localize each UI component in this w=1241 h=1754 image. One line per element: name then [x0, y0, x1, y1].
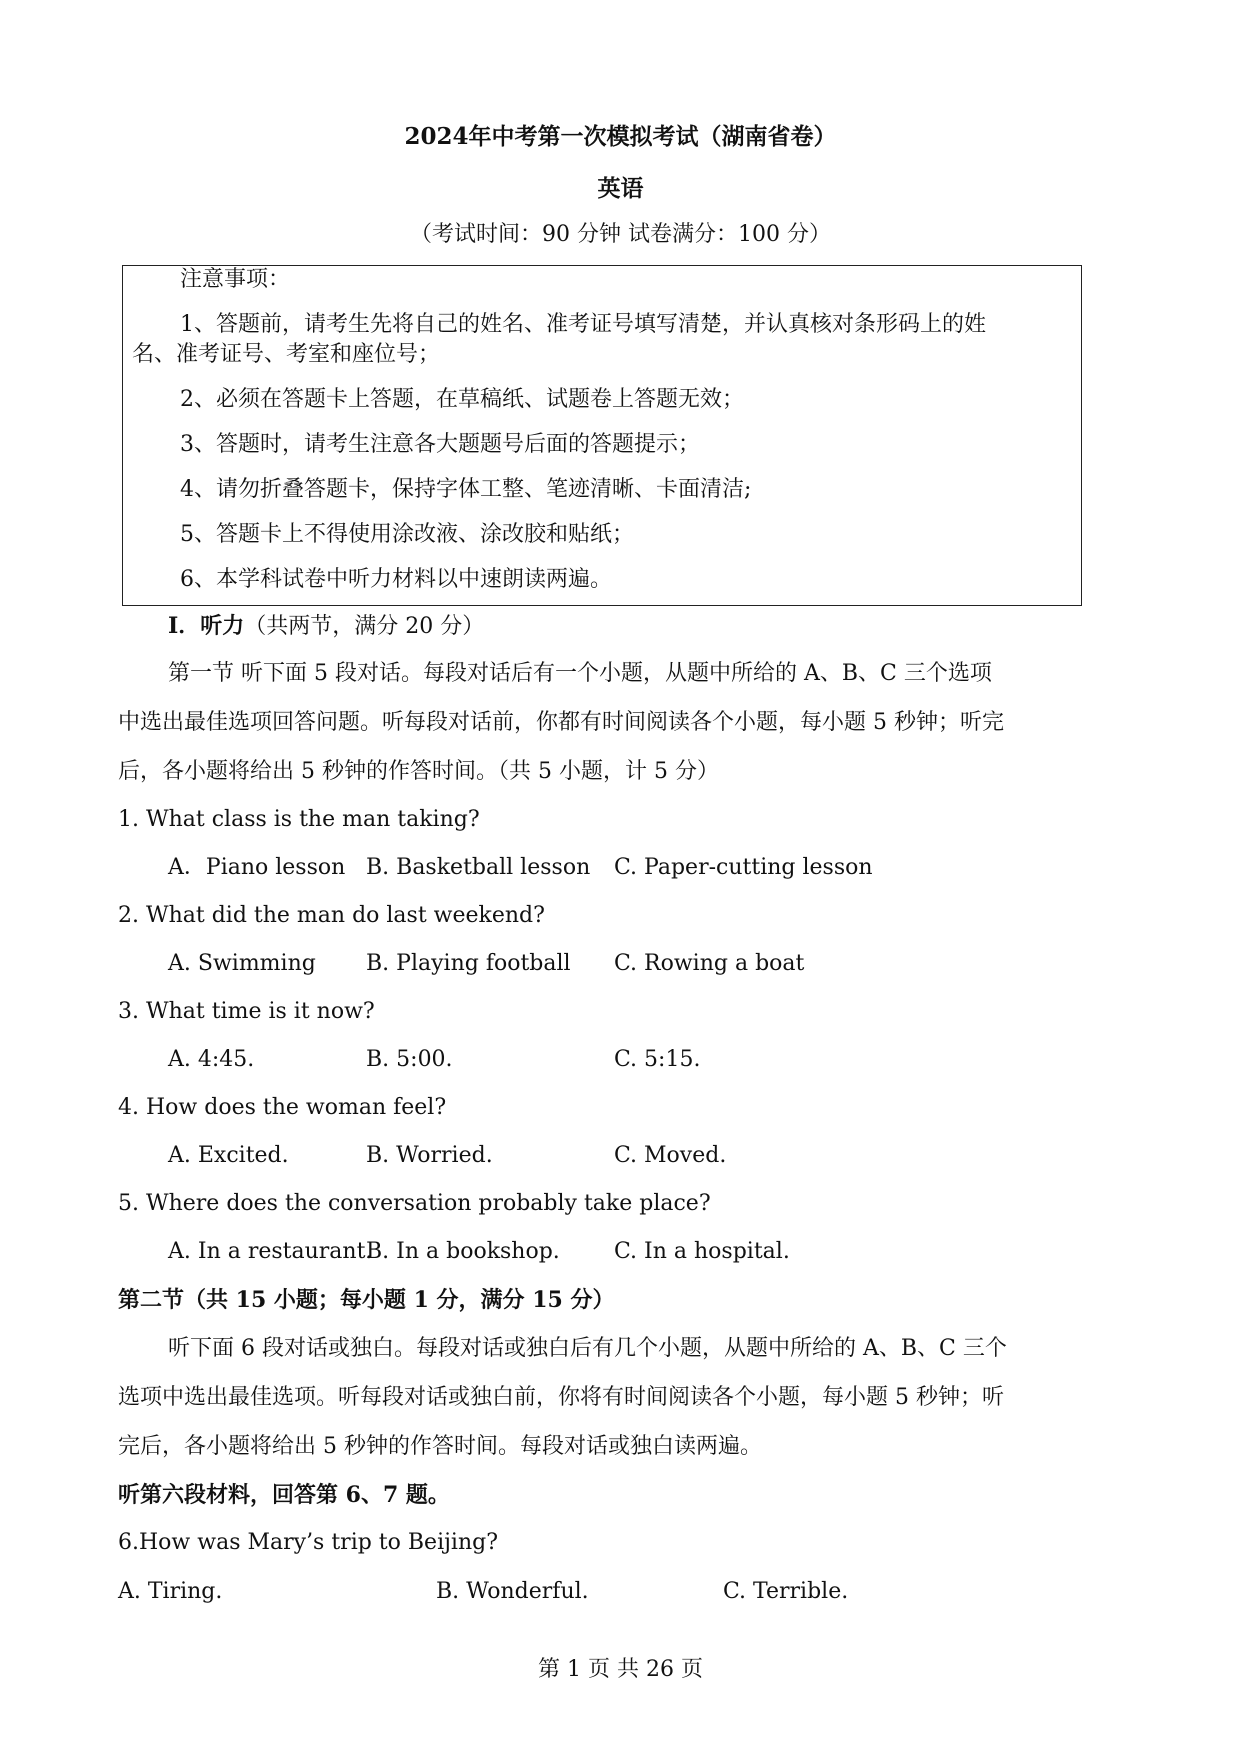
- question-6-option-a: A. Tiring.: [118, 1579, 223, 1604]
- subject-title: 英语: [597, 175, 644, 202]
- exam-title: 2024年中考第一次模拟考试（湖南省卷）: [404, 123, 837, 150]
- part1-heading-bold: I．听力: [168, 613, 245, 639]
- section1-instruction-line-3: 后，各小题将给出 5 秒钟的作答时间。（共 5 小题，计 5 分）: [118, 759, 719, 784]
- question-3-stem: 3. What time is it now?: [118, 999, 375, 1024]
- question-6-option-c: C. Terrible.: [723, 1579, 849, 1604]
- notice-item-3: 3、答题时，请考生注意各大题题号后面的答题提示；: [180, 432, 700, 457]
- question-5-stem: 5. Where does the conversation probably take place?: [118, 1191, 711, 1216]
- part1-heading-rest: （共两节，满分 20 分）: [244, 614, 485, 639]
- material-6-heading: 听第六段材料，回答第 6、7 题。: [118, 1482, 450, 1508]
- exam-meta: （考试时间：90 分钟 试卷满分：100 分）: [410, 222, 831, 247]
- section2-instruction-line-1: 听下面 6 段对话或独白。每段对话或独白后有几个小题，从题中所给的 A、B、C 三个: [168, 1336, 1007, 1361]
- notice-heading: 注意事项：: [180, 267, 291, 292]
- question-4-stem: 4. How does the woman feel?: [118, 1095, 447, 1120]
- section1-instruction-line-2: 中选出最佳选项回答问题。听每段对话前，你都有时间阅读各个小题，每小题 5 秒钟；听完: [118, 710, 1004, 735]
- notice-item-5: 5、答题卡上不得使用涂改液、涂改胶和贴纸；: [180, 522, 634, 547]
- question-6-stem: 6.How was Mary’s trip to Beijing?: [118, 1530, 499, 1555]
- question-2-option-a: A. Swimming: [168, 951, 316, 976]
- question-3-option-c: C. 5:15.: [614, 1047, 701, 1072]
- section1-instruction-line-1: 第一节 听下面 5 段对话。每段对话后有一个小题，从题中所给的 A、B、C 三个选项: [168, 661, 992, 686]
- section2-instruction-line-3: 完后，各小题将给出 5 秒钟的作答时间。每段对话或独白读两遍。: [118, 1434, 762, 1459]
- question-4-option-c: C. Moved.: [614, 1143, 727, 1168]
- question-5-option-a: A. In a restaurant.: [168, 1239, 373, 1264]
- section2-instruction-line-2: 选项中选出最佳选项。听每段对话或独白前，你将有时间阅读各个小题，每小题 5 秒钟；听: [118, 1385, 1004, 1410]
- question-4-option-a: A. Excited.: [168, 1143, 289, 1168]
- notice-item-1-line-2: 名、准考证号、考室和座位号；: [132, 342, 441, 367]
- page-footer: 第 1 页 共 26 页: [538, 1657, 703, 1682]
- section2-heading: 第二节（共 15 小题；每小题 1 分，满分 15 分）: [118, 1287, 615, 1313]
- notice-item-2: 2、必须在答题卡上答题，在草稿纸、试题卷上答题无效；: [180, 387, 744, 412]
- question-3-option-a: A. 4:45.: [168, 1047, 255, 1072]
- question-3-option-b: B. 5:00.: [366, 1047, 453, 1072]
- question-2-stem: 2. What did the man do last weekend?: [118, 903, 545, 928]
- notice-item-4: 4、请勿折叠答题卡，保持字体工整、笔迹清晰、卡面清洁;: [180, 477, 752, 502]
- question-1-stem: 1. What class is the man taking?: [118, 807, 480, 832]
- question-6-option-b: B. Wonderful.: [436, 1579, 589, 1604]
- question-1-option-b: B. Basketball lesson: [366, 855, 591, 880]
- question-1-option-a: A．Piano lesson: [168, 855, 346, 880]
- question-5-option-b: B. In a bookshop.: [366, 1239, 560, 1264]
- question-4-option-b: B. Worried.: [366, 1143, 493, 1168]
- question-1-option-c: C. Paper-cutting lesson: [614, 855, 873, 880]
- notice-item-1-line-1: 1、答题前，请考生先将自己的姓名、准考证号填写清楚，并认真核对条形码上的姓: [180, 312, 986, 337]
- question-2-option-b: B. Playing football: [366, 951, 571, 976]
- question-5-option-c: C. In a hospital.: [614, 1239, 790, 1264]
- notice-item-6: 6、本学科试卷中听力材料以中速朗读两遍。: [180, 567, 612, 592]
- question-2-option-c: C. Rowing a boat: [614, 951, 805, 976]
- part1-heading: [168, 611, 484, 642]
